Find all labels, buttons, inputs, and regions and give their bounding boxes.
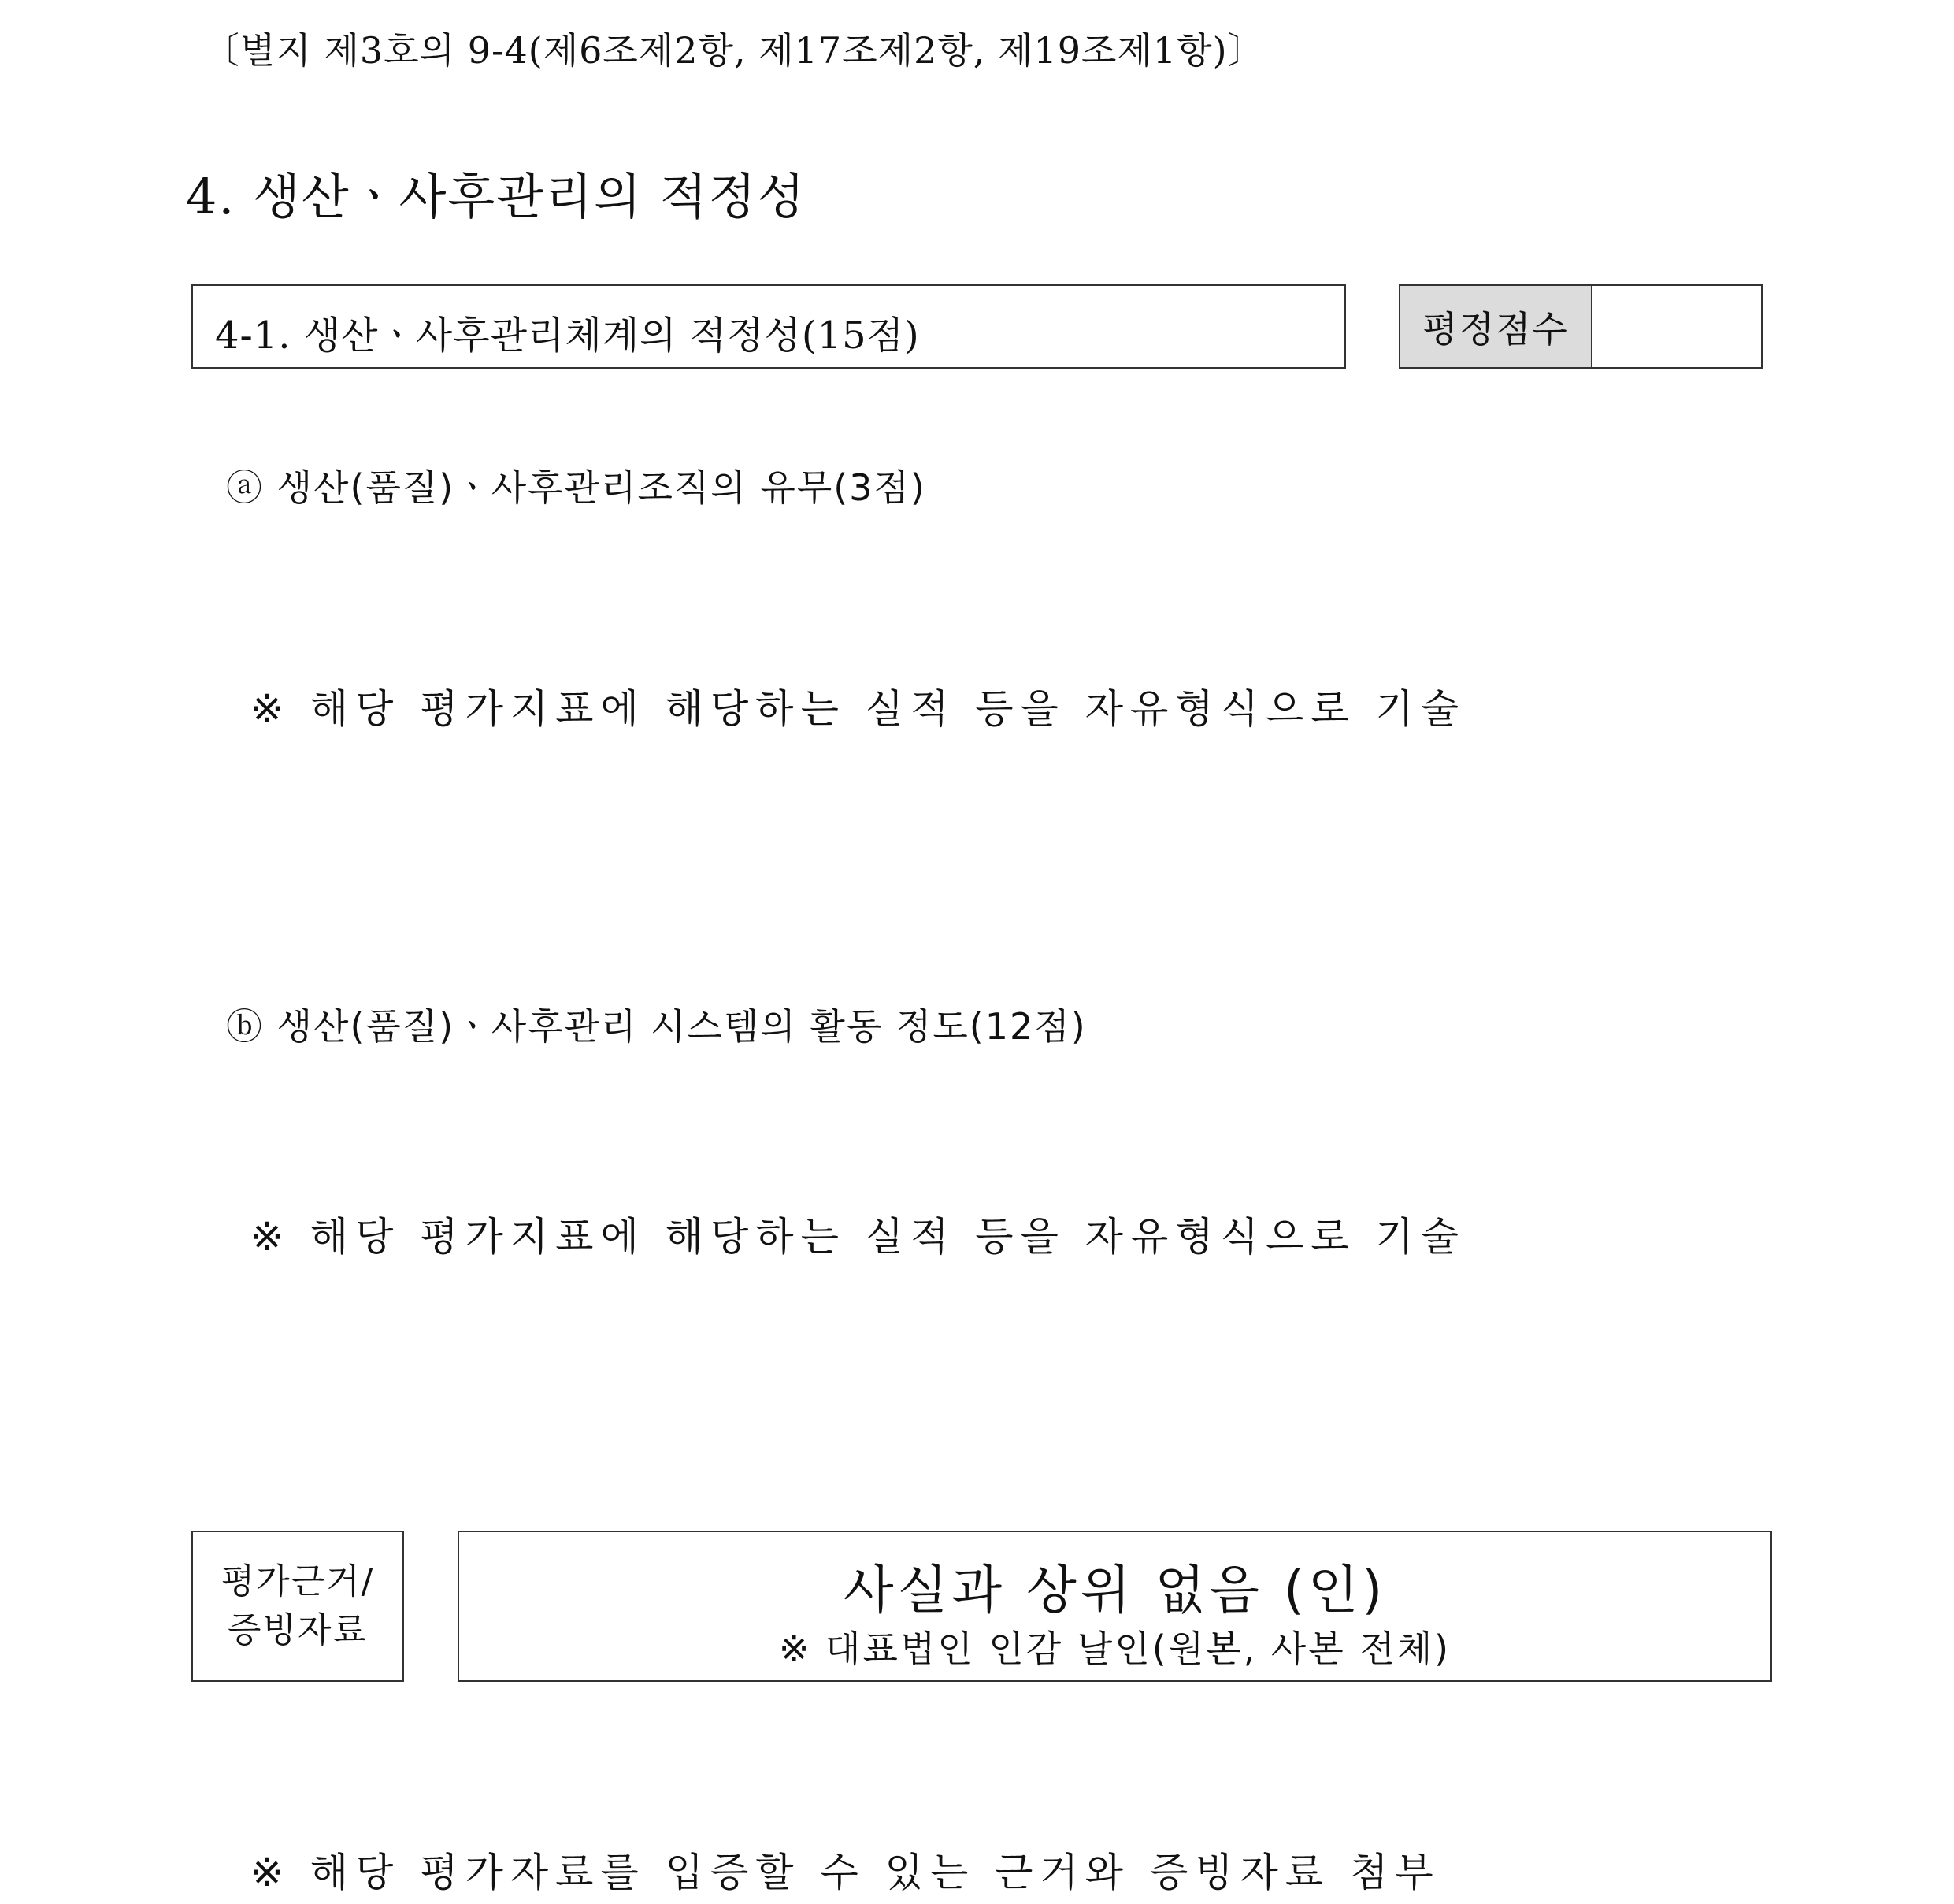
criterion-a-note: ※ 해당 평가지표에 해당하는 실적 등을 자유형식으로 기술 xyxy=(250,686,1466,732)
evidence-label-line1: 평가근거/ xyxy=(221,1561,375,1602)
footer-note: ※ 해당 평가자료를 입증할 수 있는 근거와 증빙자료 첨부 xyxy=(250,1850,1440,1895)
score-label: 평정점수 xyxy=(1400,286,1592,367)
criterion-b-note: ※ 해당 평가지표에 해당하는 실적 등을 자유형식으로 기술 xyxy=(250,1214,1466,1260)
declaration-title: 사실과 상위 없음 (인) xyxy=(843,1560,1387,1620)
criterion-a-label: ⓐ 생산(품질)ㆍ사후관리조직의 유무(3점) xyxy=(226,466,926,509)
form-reference: 〔별지 제3호의 9-4(제6조제2항, 제17조제2항, 제19조제1항)〕 xyxy=(203,29,1265,72)
subsection-title: 4-1. 생산ㆍ사후관리체계의 적정성(15점) xyxy=(215,314,920,358)
subsection-title-box xyxy=(191,284,1346,369)
score-box xyxy=(1399,284,1763,369)
evidence-label-line2: 증빙자료 xyxy=(227,1610,368,1650)
score-value-field[interactable] xyxy=(1592,286,1761,367)
evidence-label-box xyxy=(191,1531,404,1682)
declaration-box xyxy=(458,1531,1772,1682)
section-title: 4. 생산ㆍ사후관리의 적정성 xyxy=(186,168,806,225)
declaration-note: ※ 대표법인 인감 날인(원본, 사본 전체) xyxy=(778,1627,1452,1670)
criterion-b-label: ⓑ 생산(품질)ㆍ사후관리 시스템의 활동 정도(12점) xyxy=(226,1005,1087,1048)
